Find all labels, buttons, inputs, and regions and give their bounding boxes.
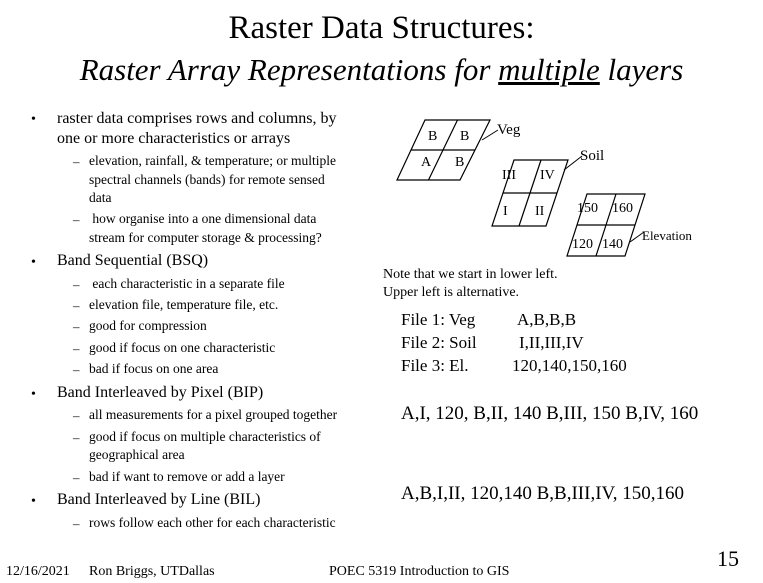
soil-cell-top-right: IV — [540, 168, 555, 183]
bullet-1-sub-2-text: how organise into a one dimensional data — [92, 211, 317, 226]
file-3-value: 120,140,150,160 — [512, 356, 627, 375]
bullet-2-sub-2-marker: – — [73, 298, 80, 313]
bullet-2-sub-4-line-1: good if focus on one characteristic — [89, 340, 276, 355]
bullet-2-line-1: Band Sequential (BSQ) — [57, 252, 209, 269]
bullet-2-sub-1-marker: – — [73, 277, 80, 292]
bullet-4-sub-1-line-1: rows follow each other for each characteristic — [89, 515, 336, 530]
elevation-cell-top-right: 160 — [612, 201, 633, 216]
bullet-3-sub-2-line-2: geographical area — [89, 447, 185, 462]
subtitle-underlined-word: multiple — [498, 52, 600, 87]
veg-cell-top-right: B — [460, 129, 470, 144]
start-note-line-2: Upper left is alternative. — [383, 285, 520, 300]
bullet-1-line-1: raster data comprises rows and columns, by — [57, 110, 337, 127]
bullet-1-sub-2-marker: – — [73, 212, 80, 227]
bullet-3-sub-3-line-1: bad if want to remove or add a layer — [89, 469, 285, 484]
file-1-value: A,B,B,B — [517, 310, 577, 329]
bullet-1-sub-2-line-1 — [89, 211, 316, 227]
subtitle-text-end: layers — [599, 52, 684, 87]
slide-subtitle — [0, 52, 763, 88]
bil-data-stream: A,B,I,II, 120,140 B,B,III,IV, 150,160 — [401, 483, 685, 504]
bullet-1-sub-2-line-2: stream for computer storage & processing? — [89, 230, 322, 245]
soil-cell-bottom-left: I — [503, 204, 508, 219]
bullet-1-line-2: one or more characteristics or arrays — [57, 130, 291, 147]
bullet-2-sub-3-marker: – — [73, 319, 80, 334]
bullet-3-sub-2-marker: – — [73, 430, 80, 445]
bullet-3-sub-2-line-1: good if focus on multiple characteristics of — [89, 429, 321, 444]
bullet-3-sub-3-marker: – — [73, 470, 80, 485]
bullet-4-line-1: Band Interleaved by Line (BIL) — [57, 491, 261, 508]
start-note-line-1: Note that we start in lower left. — [383, 267, 558, 282]
file-2-value: I,II,III,IV — [519, 333, 584, 352]
bullet-3-sub-1-marker: – — [73, 408, 80, 423]
soil-layer-label: Soil — [580, 148, 605, 164]
bullet-2-sub-5-line-1: bad if focus on one area — [89, 361, 219, 376]
file-2-name: File 2: Soil — [401, 333, 477, 352]
bullet-2-sub-1-text: each characteristic in a separate file — [92, 276, 285, 291]
file-1-name: File 1: Veg — [401, 310, 476, 329]
bullet-1-sub-1-marker: – — [73, 154, 80, 169]
footer-author: Ron Briggs, UTDallas — [89, 564, 215, 579]
subtitle-text-start: Raster Array Representations for — [79, 52, 499, 87]
elevation-cell-bottom-left: 120 — [572, 237, 593, 252]
bullet-2-marker: • — [31, 255, 36, 270]
elevation-layer-label: Elevation — [642, 228, 692, 243]
slide-title: Raster Data Structures: — [228, 10, 535, 46]
bullet-3-marker: • — [31, 387, 36, 402]
bullet-1-sub-1-line-2: spectral channels (bands) for remote sensed — [89, 172, 325, 187]
bullet-2-sub-2-line-1: elevation file, temperature file, etc. — [89, 297, 279, 312]
soil-cell-top-left: III — [502, 168, 516, 183]
bullet-3-line-1: Band Interleaved by Pixel (BIP) — [57, 384, 264, 401]
bullet-4-sub-1-marker: – — [73, 516, 80, 531]
veg-cell-bottom-right: B — [455, 155, 465, 170]
bullet-1-marker: • — [31, 112, 36, 127]
bullet-4-marker: • — [31, 494, 36, 509]
footer-date: 12/16/2021 — [6, 564, 70, 579]
bullet-2-sub-1-line-1 — [89, 276, 285, 292]
file-3-name: File 3: El. — [401, 356, 469, 375]
bullet-2-sub-5-marker: – — [73, 362, 80, 377]
elevation-cell-bottom-right: 140 — [602, 237, 623, 252]
bip-data-stream: A,I, 120, B,II, 140 B,III, 150 B,IV, 160 — [401, 403, 699, 424]
bullet-1-sub-1-line-3: data — [89, 190, 112, 205]
footer-course: POEC 5319 Introduction to GIS — [329, 564, 510, 579]
veg-cell-bottom-left: A — [421, 155, 432, 170]
bullet-2-sub-4-marker: – — [73, 341, 80, 356]
soil-cell-bottom-right: II — [535, 204, 545, 219]
bullet-1-sub-1-line-1: elevation, rainfall, & temperature; or multiple — [89, 153, 337, 168]
bullet-2-sub-3-line-1: good for compression — [89, 318, 207, 333]
elevation-cell-top-left: 150 — [577, 201, 598, 216]
page-number: 15 — [717, 546, 739, 571]
veg-cell-top-left: B — [428, 129, 438, 144]
veg-layer-label: Veg — [497, 122, 521, 138]
bullet-3-sub-1-line-1: all measurements for a pixel grouped together — [89, 407, 338, 422]
